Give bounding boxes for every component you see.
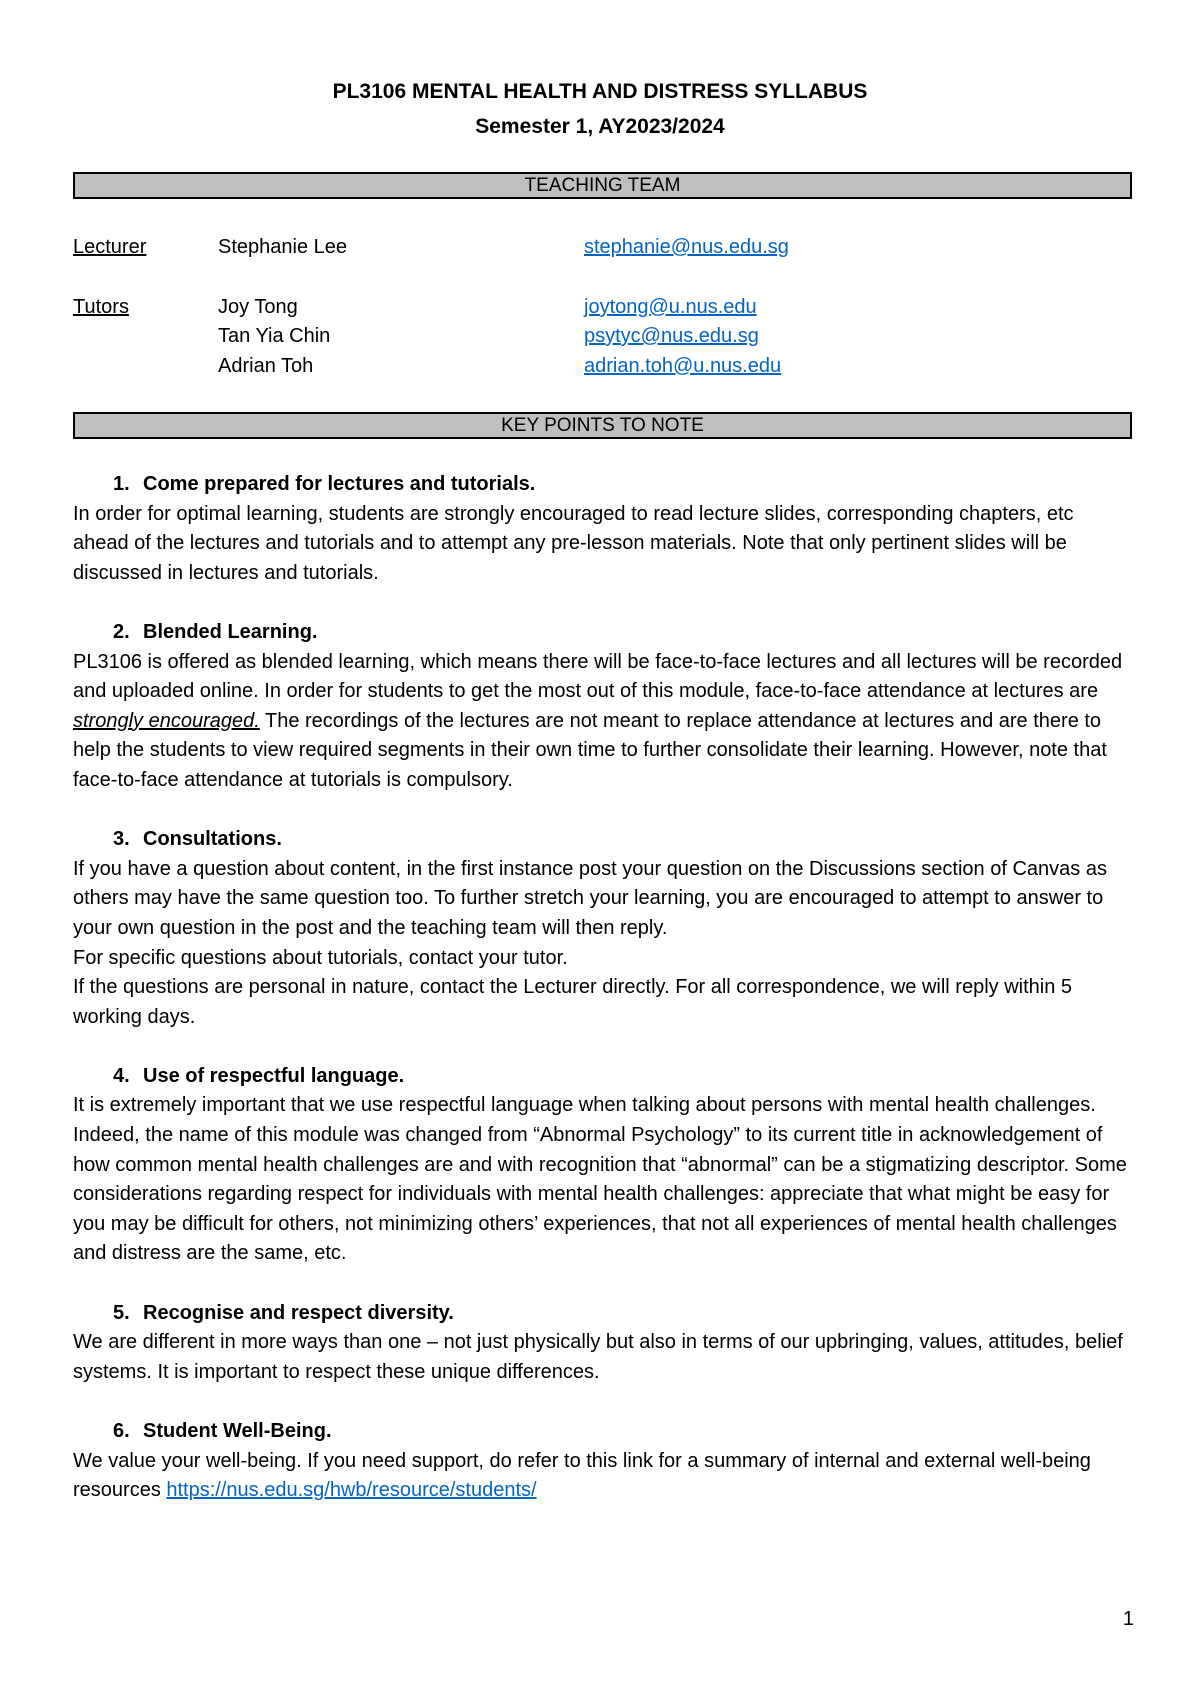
key-point-title: Recognise and respect diversity. (143, 1301, 454, 1324)
lecturer-label: Lecturer (73, 236, 147, 258)
key-point-number: 2. (113, 620, 130, 643)
key-point (73, 1062, 1133, 1269)
tutor-name: Tan Yia Chin (218, 325, 331, 347)
key-point-body (73, 1447, 1133, 1506)
tutor-name: Joy Tong (218, 296, 298, 318)
key-point-body: If you have a question about content, in the first instance post your question on the Discussions section of Canvas as others may have the same question too. To further stretch your learning, you are encouraged to attempt to answer to your own question in the post and the teaching team will then reply. (73, 857, 1107, 939)
body-text: The recordings of the lectures are not meant to replace attendance at lectures and are there to help the students to view required segments in their own time to further consolidate their learning. However, note that face-to-face attendance at tutorials is compulsory. (73, 709, 1107, 791)
key-point-title: Use of respectful language. (143, 1064, 405, 1087)
page-number: 1 (1122, 1608, 1134, 1630)
semester-subtitle: Semester 1, AY2023/2024 (475, 115, 725, 138)
key-point (73, 825, 1133, 1032)
key-point-number: 5. (113, 1301, 130, 1324)
body-text: We value your well-being. If you need support, do refer to this link for a summary of internal and external well-being resources (73, 1449, 1091, 1502)
key-point-number: 1. (113, 473, 130, 495)
tutor-name: Adrian Toh (218, 355, 314, 377)
document-title: PL3106 MENTAL HEALTH AND DISTRESS SYLLABUS (332, 80, 868, 103)
key-points-list (73, 470, 1133, 1535)
tutor-email-link[interactable]: joytong@u.nus.edu (584, 296, 757, 318)
wellbeing-resources-link[interactable]: https://nus.edu.sg/hwb/resource/students/ (166, 1479, 537, 1502)
tutors-label: Tutors (73, 296, 129, 318)
body-text: PL3106 is offered as blended learning, which means there will be face-to-face lectures and all lectures will be recorded and uploaded online. In order for students to get the most out of this module, face-to-face attendance at lectures are (73, 650, 1123, 703)
key-point-heading (73, 470, 1133, 500)
key-point-body: We are different in more ways than one – not just physically but also in terms of our upbringing, values, attitudes, belief systems. It is important to respect these unique differences. (73, 1331, 1123, 1383)
key-point-number: 3. (113, 828, 130, 851)
key-point (73, 470, 1133, 588)
teaching-team-heading: TEACHING TEAM (73, 172, 1132, 199)
lecturer-email-link[interactable]: stephanie@nus.edu.sg (584, 236, 789, 258)
key-point (73, 1417, 1133, 1506)
key-point-number: 4. (113, 1064, 130, 1087)
key-point-number: 6. (113, 1420, 130, 1442)
key-point-body: For specific questions about tutorials, contact your tutor. (73, 946, 568, 969)
key-point-body: If the questions are personal in nature, contact the Lecturer directly. For all correspondence, we will reply within 5 working days. (73, 976, 1073, 1028)
key-point-title: Come prepared for lectures and tutorials. (143, 473, 536, 495)
tutor-email-link[interactable]: psytyc@nus.edu.sg (584, 325, 759, 347)
key-points-heading: KEY POINTS TO NOTE (73, 412, 1132, 439)
lecturer-name: Stephanie Lee (218, 236, 348, 258)
key-point-title: Blended Learning. (143, 620, 318, 643)
key-point-heading (73, 1299, 1133, 1329)
key-point (73, 1299, 1133, 1388)
key-point-title: Consultations. (143, 828, 282, 851)
key-point-body: In order for optimal learning, students are strongly encouraged to read lecture slides, corresponding chapters, etc ahead of the lectures and tutorials and to attempt any pre-lesson materials. Note that only pertinent slides will be discussed in lectures and tutorials. (73, 502, 1074, 584)
key-point-body: It is extremely important that we use respectful language when talking about persons with mental health challenges. Indeed, the name of this module was changed from “Abnormal Psychology” to its current title in acknowledgement of how common mental health challenges are and with recognition that “abnormal” can be a stigmatizing descriptor. Some considerations regarding respect for individuals with mental health challenges: appreciate that what might be easy for you may be difficult for others, not minimizing others’ experiences, that not all experiences of mental health challenges and distress are the same, etc. (73, 1094, 1127, 1265)
key-point-heading (73, 825, 1133, 855)
key-point-heading (73, 1062, 1133, 1092)
key-point-heading (73, 1417, 1133, 1447)
tutor-email-link[interactable]: adrian.toh@u.nus.edu (584, 355, 782, 377)
key-point-heading (73, 618, 1133, 648)
key-point-body (73, 648, 1133, 796)
key-point-title: Student Well-Being. (143, 1420, 332, 1442)
key-point (73, 618, 1133, 796)
emphasis-text: strongly encouraged. (73, 709, 260, 732)
